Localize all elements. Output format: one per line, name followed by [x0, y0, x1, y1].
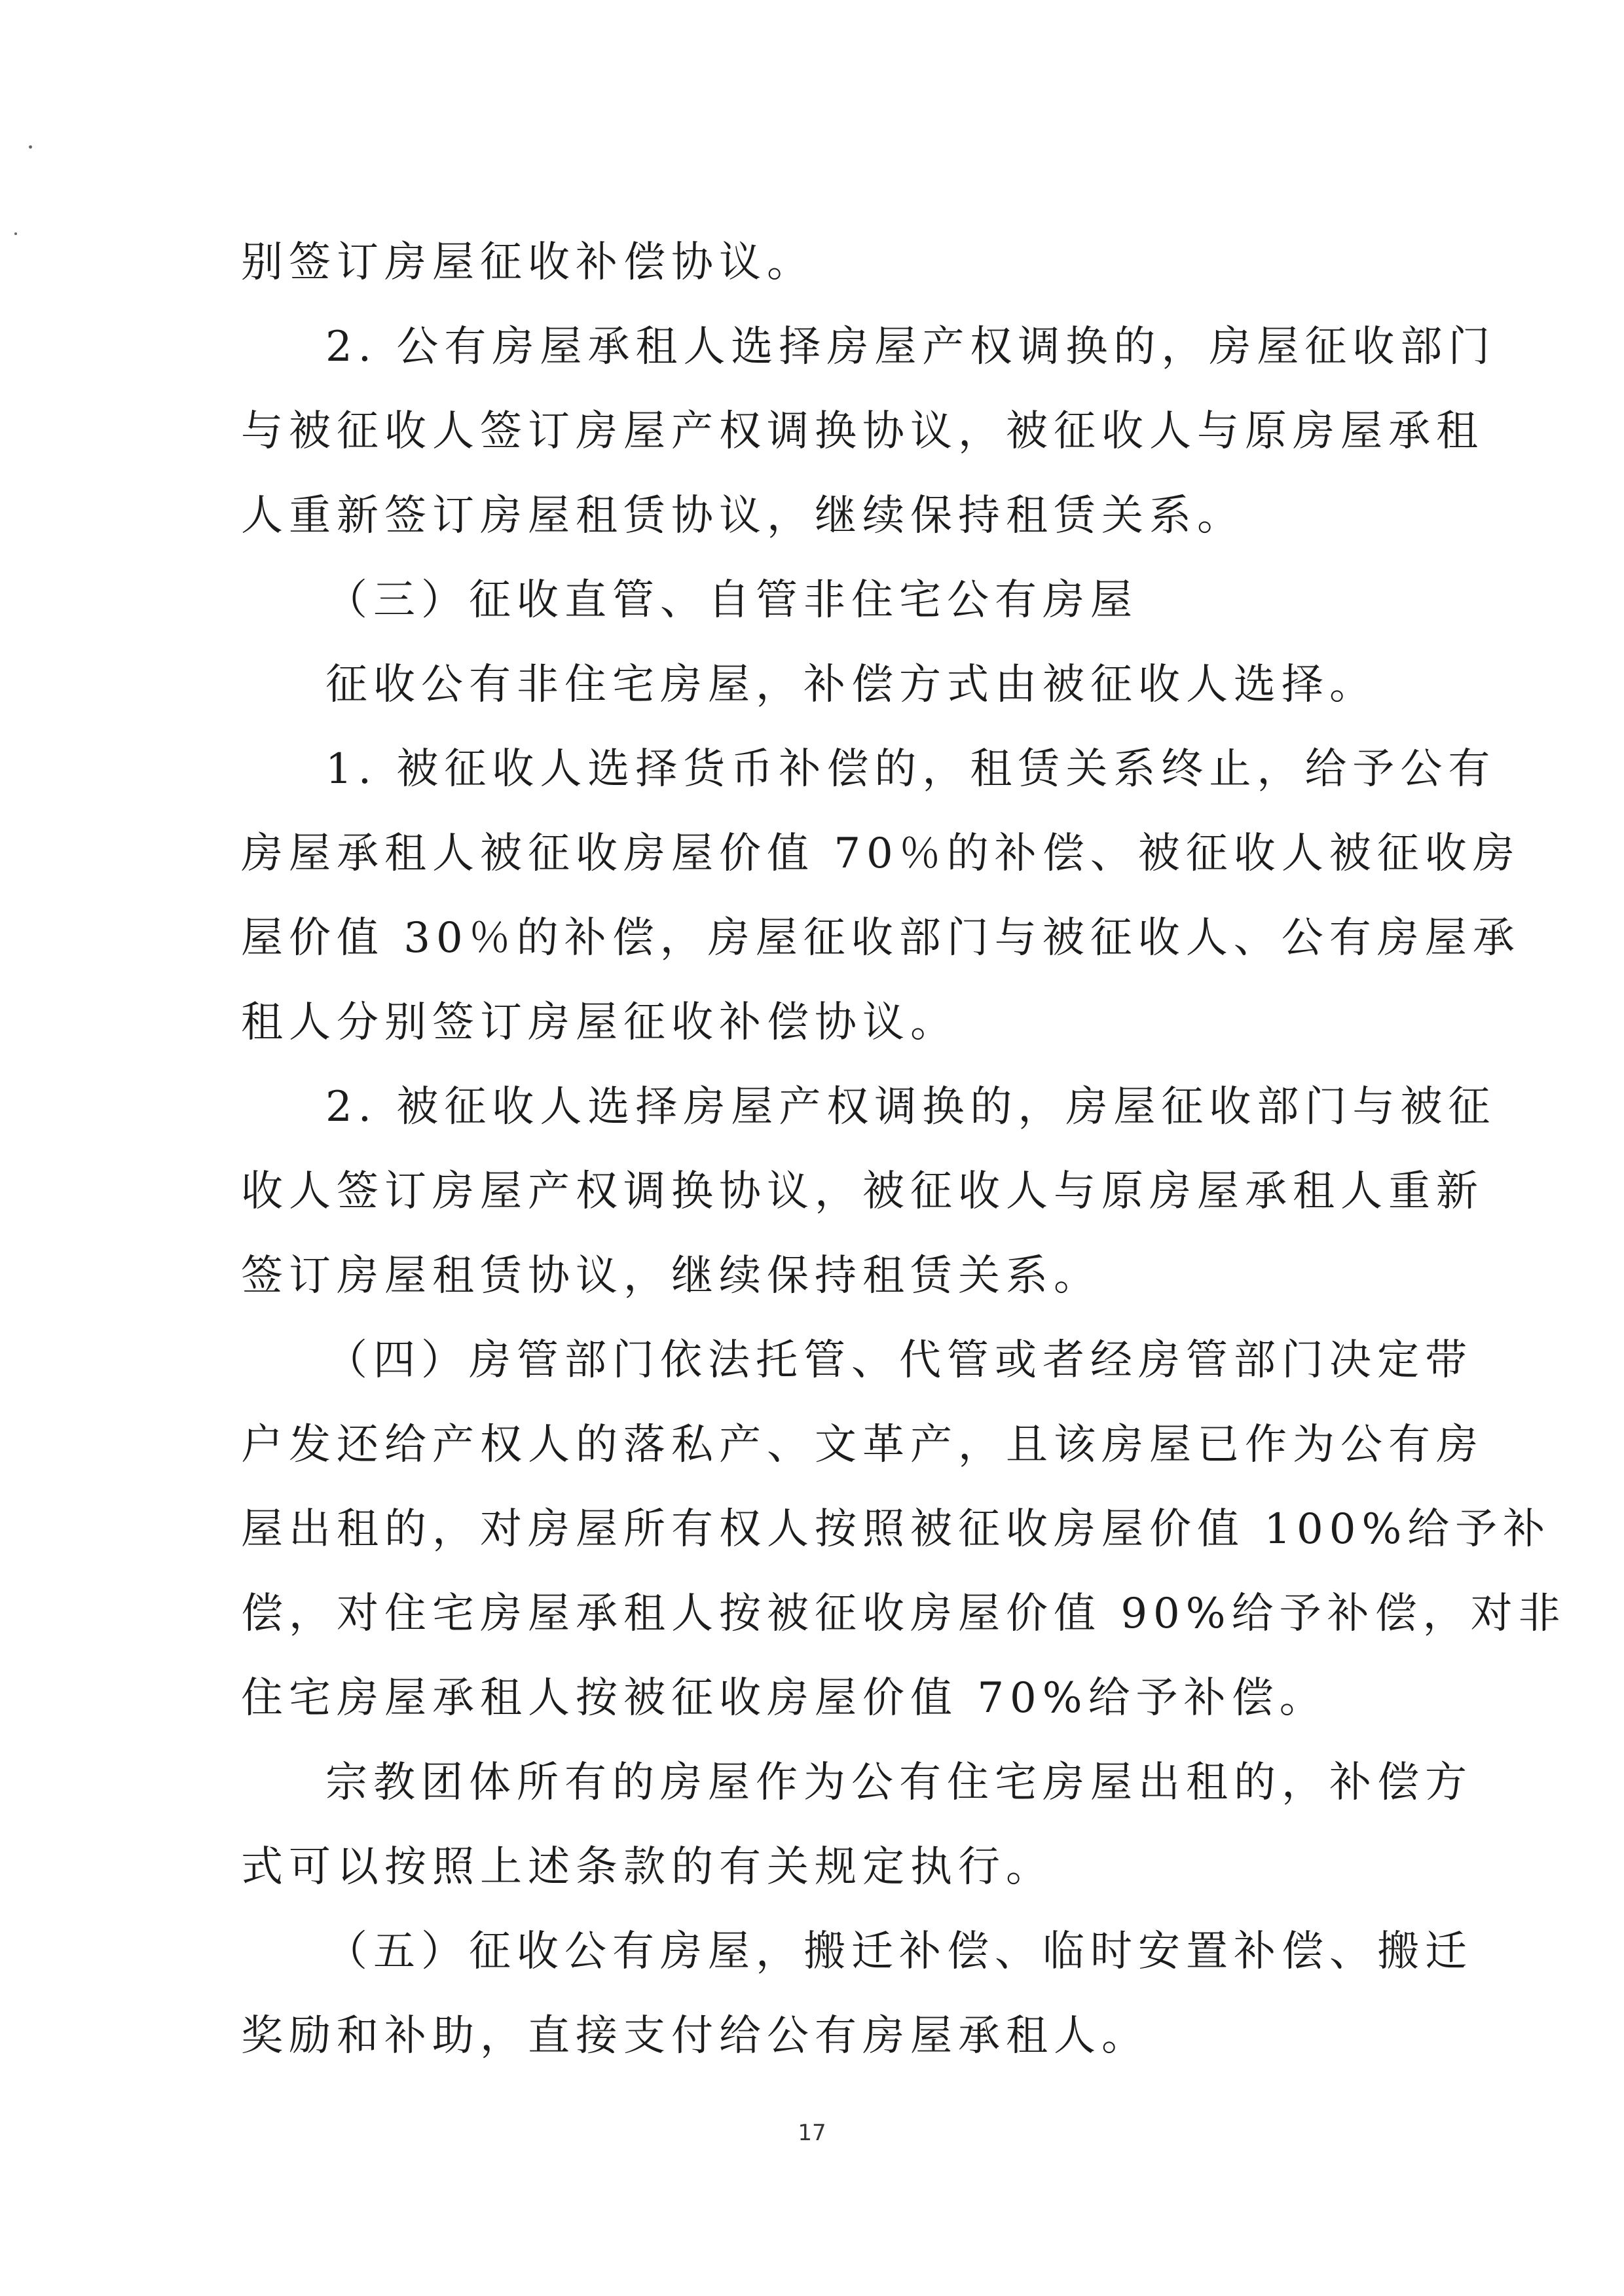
text-line: 别签订房屋征收补偿协议。: [241, 238, 815, 287]
text-line: 房屋承租人被征收房屋价值 70％的补偿、被征收人被征收房: [241, 829, 1521, 878]
text-line: 2. 公有房屋承租人选择房屋产权调换的，房屋征收部门: [325, 323, 1496, 371]
section-heading: （五）征收公有房屋，搬迁补偿、临时安置补偿、搬迁: [325, 1927, 1473, 1976]
text-line: 租人分别签订房屋征收补偿协议。: [241, 998, 958, 1047]
text-line: 宗教团体所有的房屋作为公有住宅房屋出租的，补偿方: [325, 1758, 1473, 1807]
text-line: 户发还给产权人的落私产、文革产，且该房屋已作为公有房: [241, 1421, 1484, 1469]
section-heading: （四）房管部门依法托管、代管或者经房管部门决定带: [325, 1336, 1473, 1385]
text-line: 人重新签订房屋租赁协议，继续保持租赁关系。: [241, 492, 1245, 540]
text-line: 签订房屋租赁协议，继续保持租赁关系。: [241, 1252, 1101, 1300]
text-line: 与被征收人签订房屋产权调换协议，被征收人与原房屋承租: [241, 407, 1484, 456]
page-number: 17: [798, 2120, 826, 2146]
text-line: 住宅房屋承租人按被征收房屋价值 70%给予补偿。: [241, 1674, 1327, 1722]
text-line: 征收公有非住宅房屋，补偿方式由被征收人选择。: [325, 661, 1377, 709]
scan-speck: [14, 232, 17, 235]
text-line: 屋出租的，对房屋所有权人按照被征收房屋价值 100%给予补: [241, 1505, 1551, 1554]
text-line: 屋价值 30％的补偿，房屋征收部门与被征收人、公有房屋承: [241, 914, 1521, 962]
text-line: 奖励和补助，直接支付给公有房屋承租人。: [241, 2012, 1149, 2060]
text-line: 式可以按照上述条款的有关规定执行。: [241, 1843, 1054, 1891]
text-line: 1. 被征收人选择货币补偿的，租赁关系终止，给予公有: [325, 745, 1496, 793]
text-line: 收人签订房屋产权调换协议，被征收人与原房屋承租人重新: [241, 1167, 1484, 1216]
section-heading: （三）征收直管、自管非住宅公有房屋: [325, 576, 1138, 625]
scan-speck: [29, 145, 32, 149]
text-line: 2. 被征收人选择房屋产权调换的，房屋征收部门与被征: [325, 1083, 1496, 1131]
text-line: 偿，对住宅房屋承租人按被征收房屋价值 90%给予补偿，对非: [241, 1590, 1566, 1638]
